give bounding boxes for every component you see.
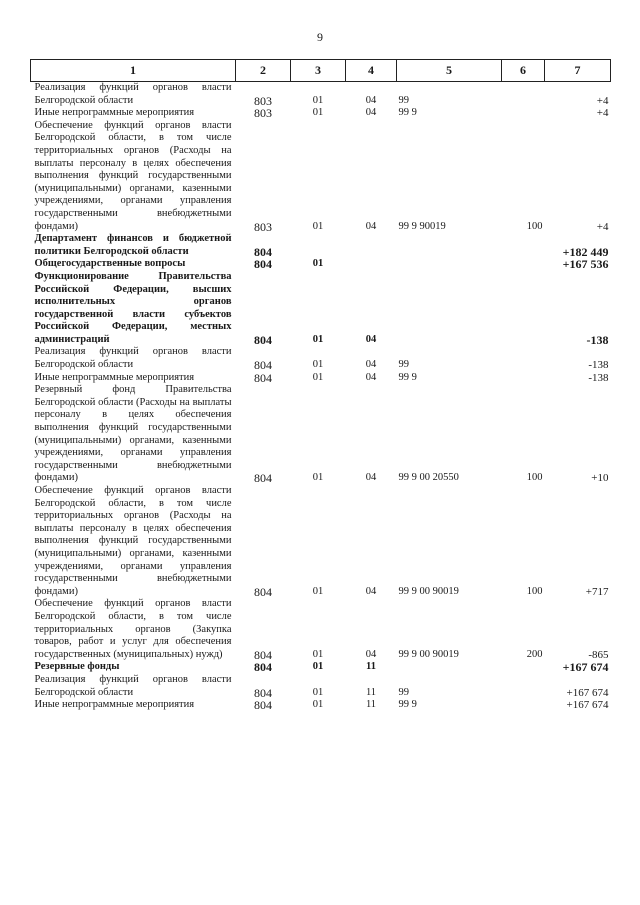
section-code-cell: 01 (312, 472, 324, 484)
subsection-code-cell: 04 (365, 472, 377, 484)
ministry-code-cell: 804 (254, 584, 272, 599)
target-article-cell: 99 9 00 90019 (398, 585, 459, 597)
row-name-cell: Иные непрограммные мероприятия (34, 371, 195, 383)
target-article-cell: 99 (398, 94, 409, 106)
amount-cell: -138 (588, 371, 609, 384)
subsection-code-cell (346, 233, 397, 258)
row-name-cell: Обеспечение функций органов власти Белгородской области, в том числе территориальных органов (Расходы на выплаты персоналу в целях обеспечения выполнения функций государственными (муниципальными) органами, казенными учреждениями, органами управления государственными внебюджетными фондами) (34, 485, 232, 597)
table-row (31, 120, 611, 233)
table-row (31, 699, 611, 712)
table-row (31, 258, 611, 271)
subsection-code-cell: 04 (365, 585, 377, 597)
expense-type-cell (502, 661, 545, 674)
ministry-code-cell: 803 (254, 219, 272, 234)
table-row (31, 107, 611, 120)
expense-type-cell (502, 271, 545, 347)
row-name-cell: Обеспечение функций органов власти Белгородской области, в том числе территориальных органов (Расходы на выплаты персоналу в целях обеспечения выполнения функций государственными (муниципальными) органами, казенными учреждениями, органами управления государственными внебюджетными фондами) (34, 119, 232, 232)
target-article-cell (397, 258, 502, 271)
subsection-code-cell: 04 (365, 107, 377, 119)
table-row (31, 233, 611, 258)
column-header-5: 5 (397, 60, 502, 82)
table-row (31, 661, 611, 674)
amount-cell: +4 (596, 220, 609, 233)
ministry-code-cell: 804 (254, 257, 272, 272)
ministry-code-cell: 804 (254, 660, 272, 675)
ministry-code-cell: 804 (254, 698, 272, 713)
ministry-code-cell: 804 (254, 647, 272, 662)
target-article-cell: 99 9 00 20550 (398, 472, 459, 484)
amount-cell: +182 449 (562, 244, 609, 259)
ministry-code-cell: 803 (254, 106, 272, 121)
expense-type-cell (502, 258, 545, 271)
table-body (31, 82, 611, 712)
table-header-row (31, 60, 611, 82)
section-code-cell: 01 (312, 371, 324, 383)
column-header-3: 3 (291, 60, 346, 82)
expense-type-cell (502, 346, 545, 371)
budget-table (30, 59, 611, 712)
amount-cell: +167 674 (566, 699, 609, 712)
target-article-cell: 99 (398, 686, 409, 698)
expense-type-cell (502, 233, 545, 258)
subsection-code-cell: 04 (365, 94, 377, 106)
subsection-code-cell: 04 (365, 648, 377, 660)
target-article-cell (397, 233, 502, 258)
amount-cell: -138 (588, 359, 609, 372)
table-row (31, 82, 611, 108)
table-row (31, 485, 611, 598)
row-name-cell: Обеспечение функций органов власти Белгородской области, в том числе территориальных органов (Закупка товаров, работ и услуг для обеспечения государственных (муниципальных) нужд) (34, 598, 232, 660)
subsection-code-cell: 11 (365, 699, 377, 711)
expense-type-cell (502, 674, 545, 699)
section-code-cell: 01 (312, 359, 324, 371)
amount-cell: +4 (596, 94, 609, 107)
expense-type-cell (502, 82, 545, 108)
ministry-code-cell: 804 (254, 332, 272, 347)
column-header-2: 2 (236, 60, 291, 82)
ministry-code-cell: 803 (254, 93, 272, 108)
section-code-cell (291, 233, 346, 258)
section-code-cell: 01 (312, 220, 324, 232)
page-number: 9 (317, 30, 323, 44)
row-name-cell: Резервный фонд Правительства Белгородской области (Расходы на выплаты персоналу в целях обеспечения выполнения функций государственными (муниципальными) органами, казенными учреждениями, органами управления государственными внебюджетными фондами) (34, 384, 232, 484)
subsection-code-cell: 11 (366, 661, 376, 673)
table-row (31, 346, 611, 371)
target-article-cell: 99 9 (398, 699, 417, 711)
table-row (31, 372, 611, 385)
target-article-cell: 99 9 00 90019 (398, 648, 459, 660)
section-code-cell: 01 (312, 585, 324, 597)
row-name-cell: Иные непрограммные мероприятия (34, 107, 195, 119)
ministry-code-cell: 804 (254, 358, 272, 373)
section-code-cell: 01 (312, 94, 324, 106)
table-row (31, 598, 611, 661)
column-header-1: 1 (31, 60, 236, 82)
expense-type-cell (502, 699, 545, 712)
expense-type-cell: 100 (526, 220, 543, 232)
section-code-cell: 01 (312, 699, 324, 711)
amount-cell: -138 (586, 332, 609, 347)
subsection-code-cell: 04 (365, 359, 377, 371)
subsection-code-cell (346, 258, 397, 271)
row-name-cell: Реализация функций органов власти Белгородской области (34, 82, 232, 106)
section-code-cell: 01 (312, 661, 324, 673)
subsection-code-cell: 11 (365, 686, 377, 698)
column-header-6: 6 (502, 60, 545, 82)
amount-cell: +4 (596, 107, 609, 120)
row-name-cell: Департамент финансов и бюджетной политики Белгородской области (34, 233, 232, 257)
row-name-cell: Функционирование Правительства Российской Федерации, высших исполнительных органов государственной власти субъектов Российской Федерации, местных администраций (34, 270, 232, 345)
row-name-cell: Реализация функций органов власти Белгородской области (34, 673, 232, 698)
section-code-cell: 01 (312, 333, 324, 345)
subsection-code-cell: 04 (365, 371, 377, 383)
row-name-cell: Иные непрограммные мероприятия (34, 699, 195, 711)
expense-type-cell (502, 372, 545, 385)
column-header-4: 4 (346, 60, 397, 82)
amount-cell: +167 674 (566, 686, 609, 699)
table-row (31, 271, 611, 347)
target-article-cell: 99 9 (398, 371, 417, 383)
ministry-code-cell: 804 (254, 370, 272, 385)
expense-type-cell: 100 (526, 585, 543, 597)
amount-cell: -865 (588, 648, 609, 661)
table-row (31, 674, 611, 699)
subsection-code-cell: 04 (365, 220, 377, 232)
section-code-cell: 01 (312, 648, 324, 660)
section-code-cell: 01 (312, 258, 324, 270)
target-article-cell: 99 9 90019 (398, 220, 446, 232)
target-article-cell: 99 (398, 359, 409, 371)
expense-type-cell (502, 107, 545, 120)
row-name-cell: Реализация функций органов власти Белгородской области (34, 346, 232, 371)
expense-type-cell: 100 (526, 472, 543, 484)
row-name-cell: Общегосударственные вопросы (34, 258, 186, 270)
section-code-cell: 01 (312, 107, 324, 119)
amount-cell: +167 536 (562, 257, 609, 272)
section-code-cell: 01 (312, 686, 324, 698)
target-article-cell (397, 661, 502, 674)
table-row (31, 384, 611, 485)
amount-cell: +167 674 (562, 660, 609, 675)
ministry-code-cell: 804 (254, 244, 272, 259)
amount-cell: +10 (591, 472, 609, 485)
subsection-code-cell: 04 (365, 333, 377, 345)
column-header-7: 7 (545, 60, 611, 82)
target-article-cell (397, 271, 502, 347)
amount-cell: +717 (585, 585, 609, 598)
ministry-code-cell: 804 (254, 471, 272, 486)
ministry-code-cell: 804 (254, 685, 272, 700)
target-article-cell: 99 9 (398, 107, 417, 119)
row-name-cell: Резервные фонды (34, 661, 120, 673)
expense-type-cell: 200 (526, 648, 543, 660)
